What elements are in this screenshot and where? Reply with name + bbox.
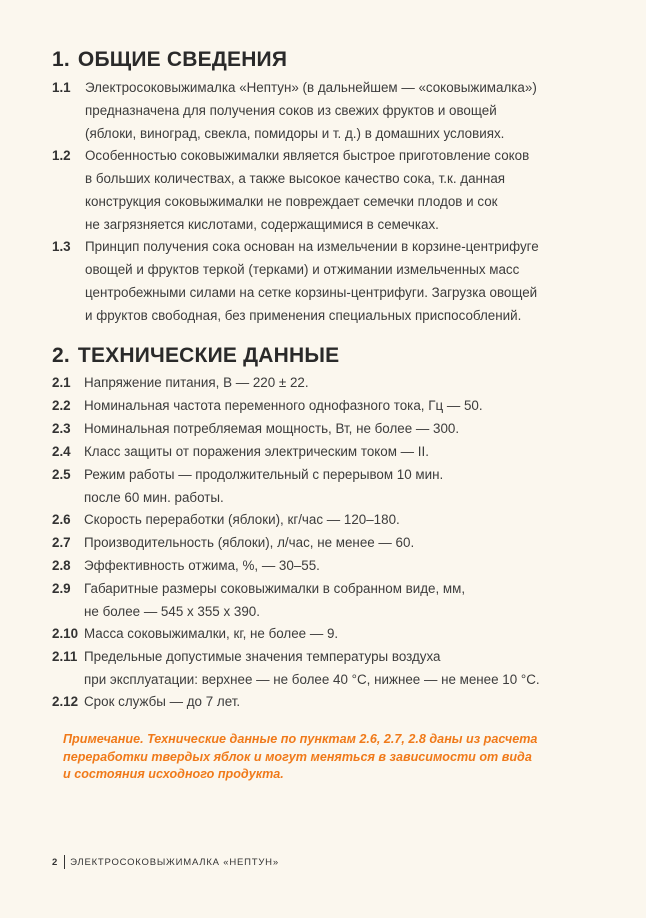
item-number: 2.1 xyxy=(52,375,71,390)
item-number: 2.8 xyxy=(52,558,71,573)
item-text: Производительность (яблоки), л/час, не менее — 60. xyxy=(84,535,415,550)
page-number: 2 xyxy=(52,856,59,868)
list-item xyxy=(52,577,616,623)
item-text: Скорость переработки (яблоки), кг/час — 120–180. xyxy=(84,512,400,527)
note-text: Примечание. Технические данные по пунктам 2.6, 2.7, 2.8 даны из расчета xyxy=(63,732,538,746)
item-text: конструкция соковыжималки не повреждает семечки плодов и сок xyxy=(85,194,498,209)
item-number: 2.5 xyxy=(52,467,71,482)
item-text: Принцип получения сока основан на измельчении в корзине-центрифуге xyxy=(85,239,539,254)
list-item xyxy=(52,508,616,531)
item-number: 2.10 xyxy=(52,626,79,641)
section-1-heading xyxy=(52,48,287,72)
footer-divider xyxy=(64,855,65,869)
item-text: овощей и фруктов теркой (терками) и отжимании измельченных масс xyxy=(85,262,520,277)
item-number: 2.4 xyxy=(52,444,71,459)
section-2-heading xyxy=(52,344,339,368)
list-item xyxy=(52,371,616,394)
item-text: в больших количествах, а также высокое качество сока, т.к. данная xyxy=(85,171,506,186)
item-text: после 60 мин. работы. xyxy=(84,490,224,505)
item-text: Габаритные размеры соковыжималки в собранном виде, мм, xyxy=(84,581,466,596)
list-item xyxy=(52,394,616,417)
item-number: 2.7 xyxy=(52,535,71,550)
item-number: 1.2 xyxy=(52,148,71,163)
item-text: при эксплуатации: верхнее — не более 40 °С, нижнее — не менее 10 °С. xyxy=(84,672,540,687)
item-text: не более — 545 х 355 х 390. xyxy=(84,604,260,619)
list-item xyxy=(52,417,616,440)
note-text: и состояния исходного продукта. xyxy=(63,767,284,781)
item-text: Напряжение питания, В — 220 ± 22. xyxy=(84,375,309,390)
list-item xyxy=(52,531,616,554)
item-number: 2.2 xyxy=(52,398,71,413)
section-2-number: 2. xyxy=(52,344,70,367)
section-1-number: 1. xyxy=(52,48,70,71)
footer-title: ЭЛЕКТРОСОКОВЫЖИМАЛКА «НЕПТУН» xyxy=(70,856,279,868)
list-item xyxy=(52,235,616,327)
note-text: переработки твердых яблок и могут меняться в зависимости от вида xyxy=(63,749,532,764)
list-item xyxy=(52,554,616,577)
list-item xyxy=(52,645,616,691)
item-text: не загрязняется кислотами, содержащимися в семечках. xyxy=(85,217,439,232)
item-number: 1.1 xyxy=(52,80,71,95)
item-number: 2.11 xyxy=(52,649,78,664)
item-text: Срок службы — до 7 лет. xyxy=(84,694,241,709)
item-text: центробежными силами на сетке корзины-центрифуги. Загрузка овощей xyxy=(85,285,538,300)
page-footer xyxy=(52,855,279,869)
item-text: Масса соковыжималки, кг, не более — 9. xyxy=(84,626,339,641)
item-number: 1.3 xyxy=(52,239,71,254)
note-block xyxy=(63,731,537,784)
item-text: Эффективность отжима, %, — 30–55. xyxy=(84,558,320,573)
list-item xyxy=(52,440,616,463)
list-item xyxy=(52,690,616,713)
item-text: Номинальная потребляемая мощность, Вт, не более — 300. xyxy=(84,421,460,436)
item-text: Класс защиты от поражения электрическим током — II. xyxy=(84,444,429,459)
section-1-title: ОБЩИЕ СВЕДЕНИЯ xyxy=(77,48,288,71)
item-text: Предельные допустимые значения температуры воздуха xyxy=(84,649,441,664)
item-text: и фруктов свободная, без применения специальных приспособлений. xyxy=(85,308,522,323)
list-item xyxy=(52,76,616,145)
item-text: Номинальная частота переменного однофазного тока, Гц — 50. xyxy=(84,398,483,413)
item-text: предназначена для получения соков из свежих фруктов и овощей xyxy=(85,103,497,118)
item-number: 2.12 xyxy=(52,694,79,709)
item-text: Электросоковыжималка «Нептун» (в дальнейшем — «соковыжималка») xyxy=(85,80,537,95)
item-number: 2.9 xyxy=(52,581,71,596)
list-item xyxy=(52,144,616,236)
section-2-title: ТЕХНИЧЕСКИЕ ДАННЫЕ xyxy=(77,344,340,367)
item-text: (яблоки, виноград, свекла, помидоры и т. д.) в домашних условиях. xyxy=(85,126,505,141)
item-text: Режим работы — продолжительный с перерывом 10 мин. xyxy=(84,467,444,482)
item-number: 2.3 xyxy=(52,421,71,436)
list-item xyxy=(52,463,616,509)
item-text: Особенностью соковыжималки является быстрое приготовление соков xyxy=(85,148,530,163)
item-number: 2.6 xyxy=(52,512,71,527)
list-item xyxy=(52,622,616,645)
